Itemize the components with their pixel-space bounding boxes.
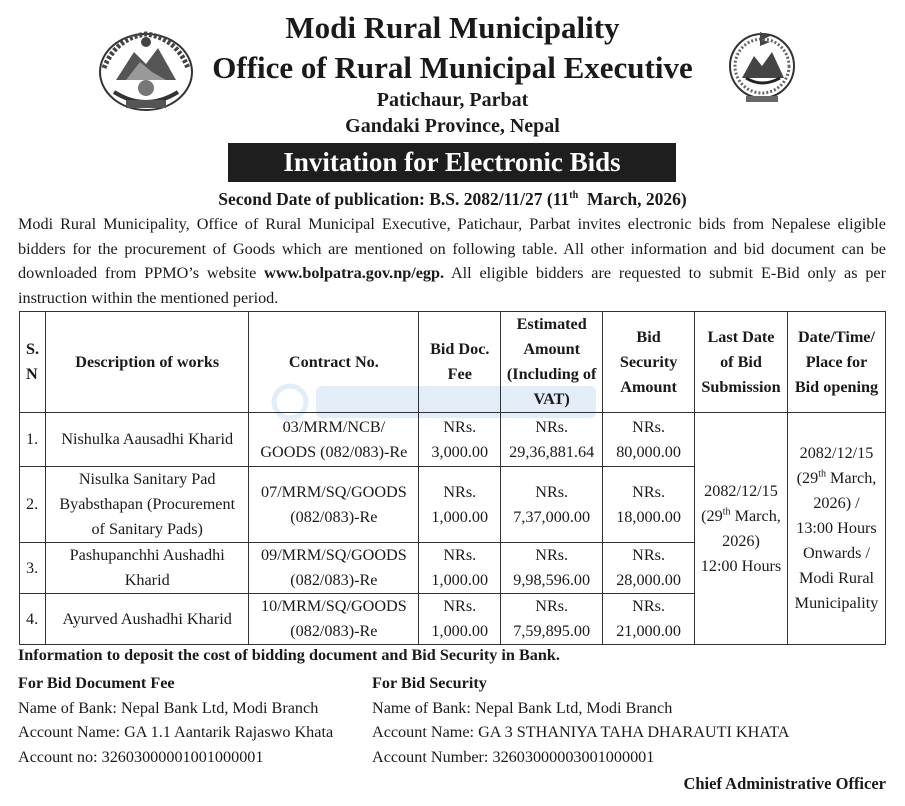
row-contract: 07/MRM/SQ/GOODS (082/083)-Re (249, 467, 419, 543)
row-contract: 10/MRM/SQ/GOODS (082/083)-Re (249, 594, 419, 645)
row-description: Nisulka Sanitary Pad Byabsthapan (Procurement of Sanitary Pads) (45, 467, 248, 543)
row-security: NRs. 28,000.00 (603, 543, 695, 594)
publication-date: Second Date of publication: B.S. 2082/11/27 (11th March, 2026) (218, 189, 687, 209)
row-security: NRs. 80,000.00 (603, 413, 695, 467)
signatory-title: Chief Administrative Officer (683, 774, 886, 793)
bid-security-account-name: Account Name: GA 3 STHANIYA TAHA DHARAUTI KHATA (372, 723, 790, 741)
website-link[interactable]: www.bolpatra.gov.np/egp. (264, 264, 445, 282)
row-estimate: NRs. 9,98,596.00 (501, 543, 603, 594)
table-header-row (20, 312, 886, 413)
table-row: 3. Pashupanchhi Aushadhi Kharid 09/MRM/SQ/GOODS (082/083)-Re NRs. 1,000.00 NRs. 9,98,596.00 NRs. 28,000.00 (20, 543, 886, 594)
bid-fee-account-info (18, 671, 333, 769)
notice-title-banner: Invitation for Electronic Bids (228, 143, 676, 182)
row-security: NRs. 18,000.00 (603, 467, 695, 543)
bid-fee-title: For Bid Document Fee (18, 674, 175, 692)
address-line-2: Gandaki Province, Nepal (345, 115, 560, 137)
header-last-date: Last Date of Bid Submission (695, 312, 788, 413)
deposit-info-title: Information to deposit the cost of bidding document and Bid Security in Bank. (18, 646, 560, 664)
header-bid-doc-fee: Bid Doc. Fee (419, 312, 501, 413)
bid-security-bank: Name of Bank: Nepal Bank Ltd, Modi Branch (372, 698, 673, 717)
intro-paragraph: Modi Rural Municipality, Office of Rural Municipal Executive, Patichaur, Parbat invites electronic bids from Nepalese eligible bidders for the procurement of Goods which are mentioned on following table. All other information and bid document can be downloaded from PPMO’s website www.bolpatra.gov.np/egp. All eligible bidders are requested to submit E-Bid only as per instruction within the mentioned period. (18, 215, 886, 307)
row-contract: 03/MRM/NCB/ GOODS (082/083)-Re (249, 413, 419, 467)
bid-fee-bank: Name of Bank: Nepal Bank Ltd, Modi Branch (18, 698, 319, 717)
header-estimated-amount: Estimated Amount (Including of VAT) (501, 312, 603, 413)
row-estimate: NRs. 7,37,000.00 (501, 467, 603, 543)
row-security: NRs. 21,000.00 (603, 594, 695, 645)
row-contract: 09/MRM/SQ/GOODS (082/083)-Re (249, 543, 419, 594)
bid-fee-account-name: Account Name: GA 1.1 Aantarik Rajaswo Khata (18, 723, 334, 741)
row-estimate: NRs. 7,59,895.00 (501, 594, 603, 645)
table-row: 2. Nisulka Sanitary Pad Byabsthapan (Procurement of Sanitary Pads) 07/MRM/SQ/GOODS (082/083)-Re NRs. 1,000.00 NRs. 7,37,000.00 NRs. 18,000.00 (20, 467, 886, 543)
bid-fee-account-no: Account no: 32603000001001000001 (18, 747, 264, 766)
bid-security-title: For Bid Security (372, 674, 487, 692)
row-fee: NRs. 3,000.00 (419, 413, 501, 467)
last-submission-date: 2082/12/15 (29th March, 2026) 12:00 Hours (695, 413, 788, 645)
address-line-1: Patichaur, Parbat (376, 89, 529, 111)
table-row: 1. Nishulka Aausadhi Kharid 03/MRM/NCB/ GOODS (082/083)-Re NRs. 3,000.00 NRs. 29,36,881.64 NRs. 80,000.00 2082/12/15 (29th March, 2026) 12:00 Hours 2082/12/15 (29th March, 2026) / 13:00 Hours Onwards / Modi Rural Municipality (20, 413, 886, 467)
row-fee: NRs. 1,000.00 (419, 594, 501, 645)
row-fee: NRs. 1,000.00 (419, 543, 501, 594)
bid-opening-details: 2082/12/15 (29th March, 2026) / 13:00 Hours Onwards / Modi Rural Municipality (787, 413, 885, 645)
row-description: Ayurved Aushadhi Kharid (45, 594, 248, 645)
bid-security-account-no: Account Number: 32603000003001000001 (372, 747, 655, 766)
municipality-name: Modi Rural Municipality (285, 10, 620, 45)
row-estimate: NRs. 29,36,881.64 (501, 413, 603, 467)
header-description: Description of works (45, 312, 248, 413)
bid-security-account-info (372, 671, 790, 769)
header-bid-security: Bid Security Amount (603, 312, 695, 413)
row-fee: NRs. 1,000.00 (419, 467, 501, 543)
header-sn: S. N (20, 312, 46, 413)
row-description: Nishulka Aausadhi Kharid (45, 413, 248, 467)
bids-table (19, 311, 886, 645)
header-bid-opening: Date/Time/ Place for Bid opening (787, 312, 885, 413)
table-row: 4. Ayurved Aushadhi Kharid 10/MRM/SQ/GOODS (082/083)-Re NRs. 1,000.00 NRs. 7,59,895.00 NRs. 21,000.00 (20, 594, 886, 645)
header-contract: Contract No. (249, 312, 419, 413)
office-name: Office of Rural Municipal Executive (212, 50, 693, 85)
row-description: Pashupanchhi Aushadhi Kharid (45, 543, 248, 594)
